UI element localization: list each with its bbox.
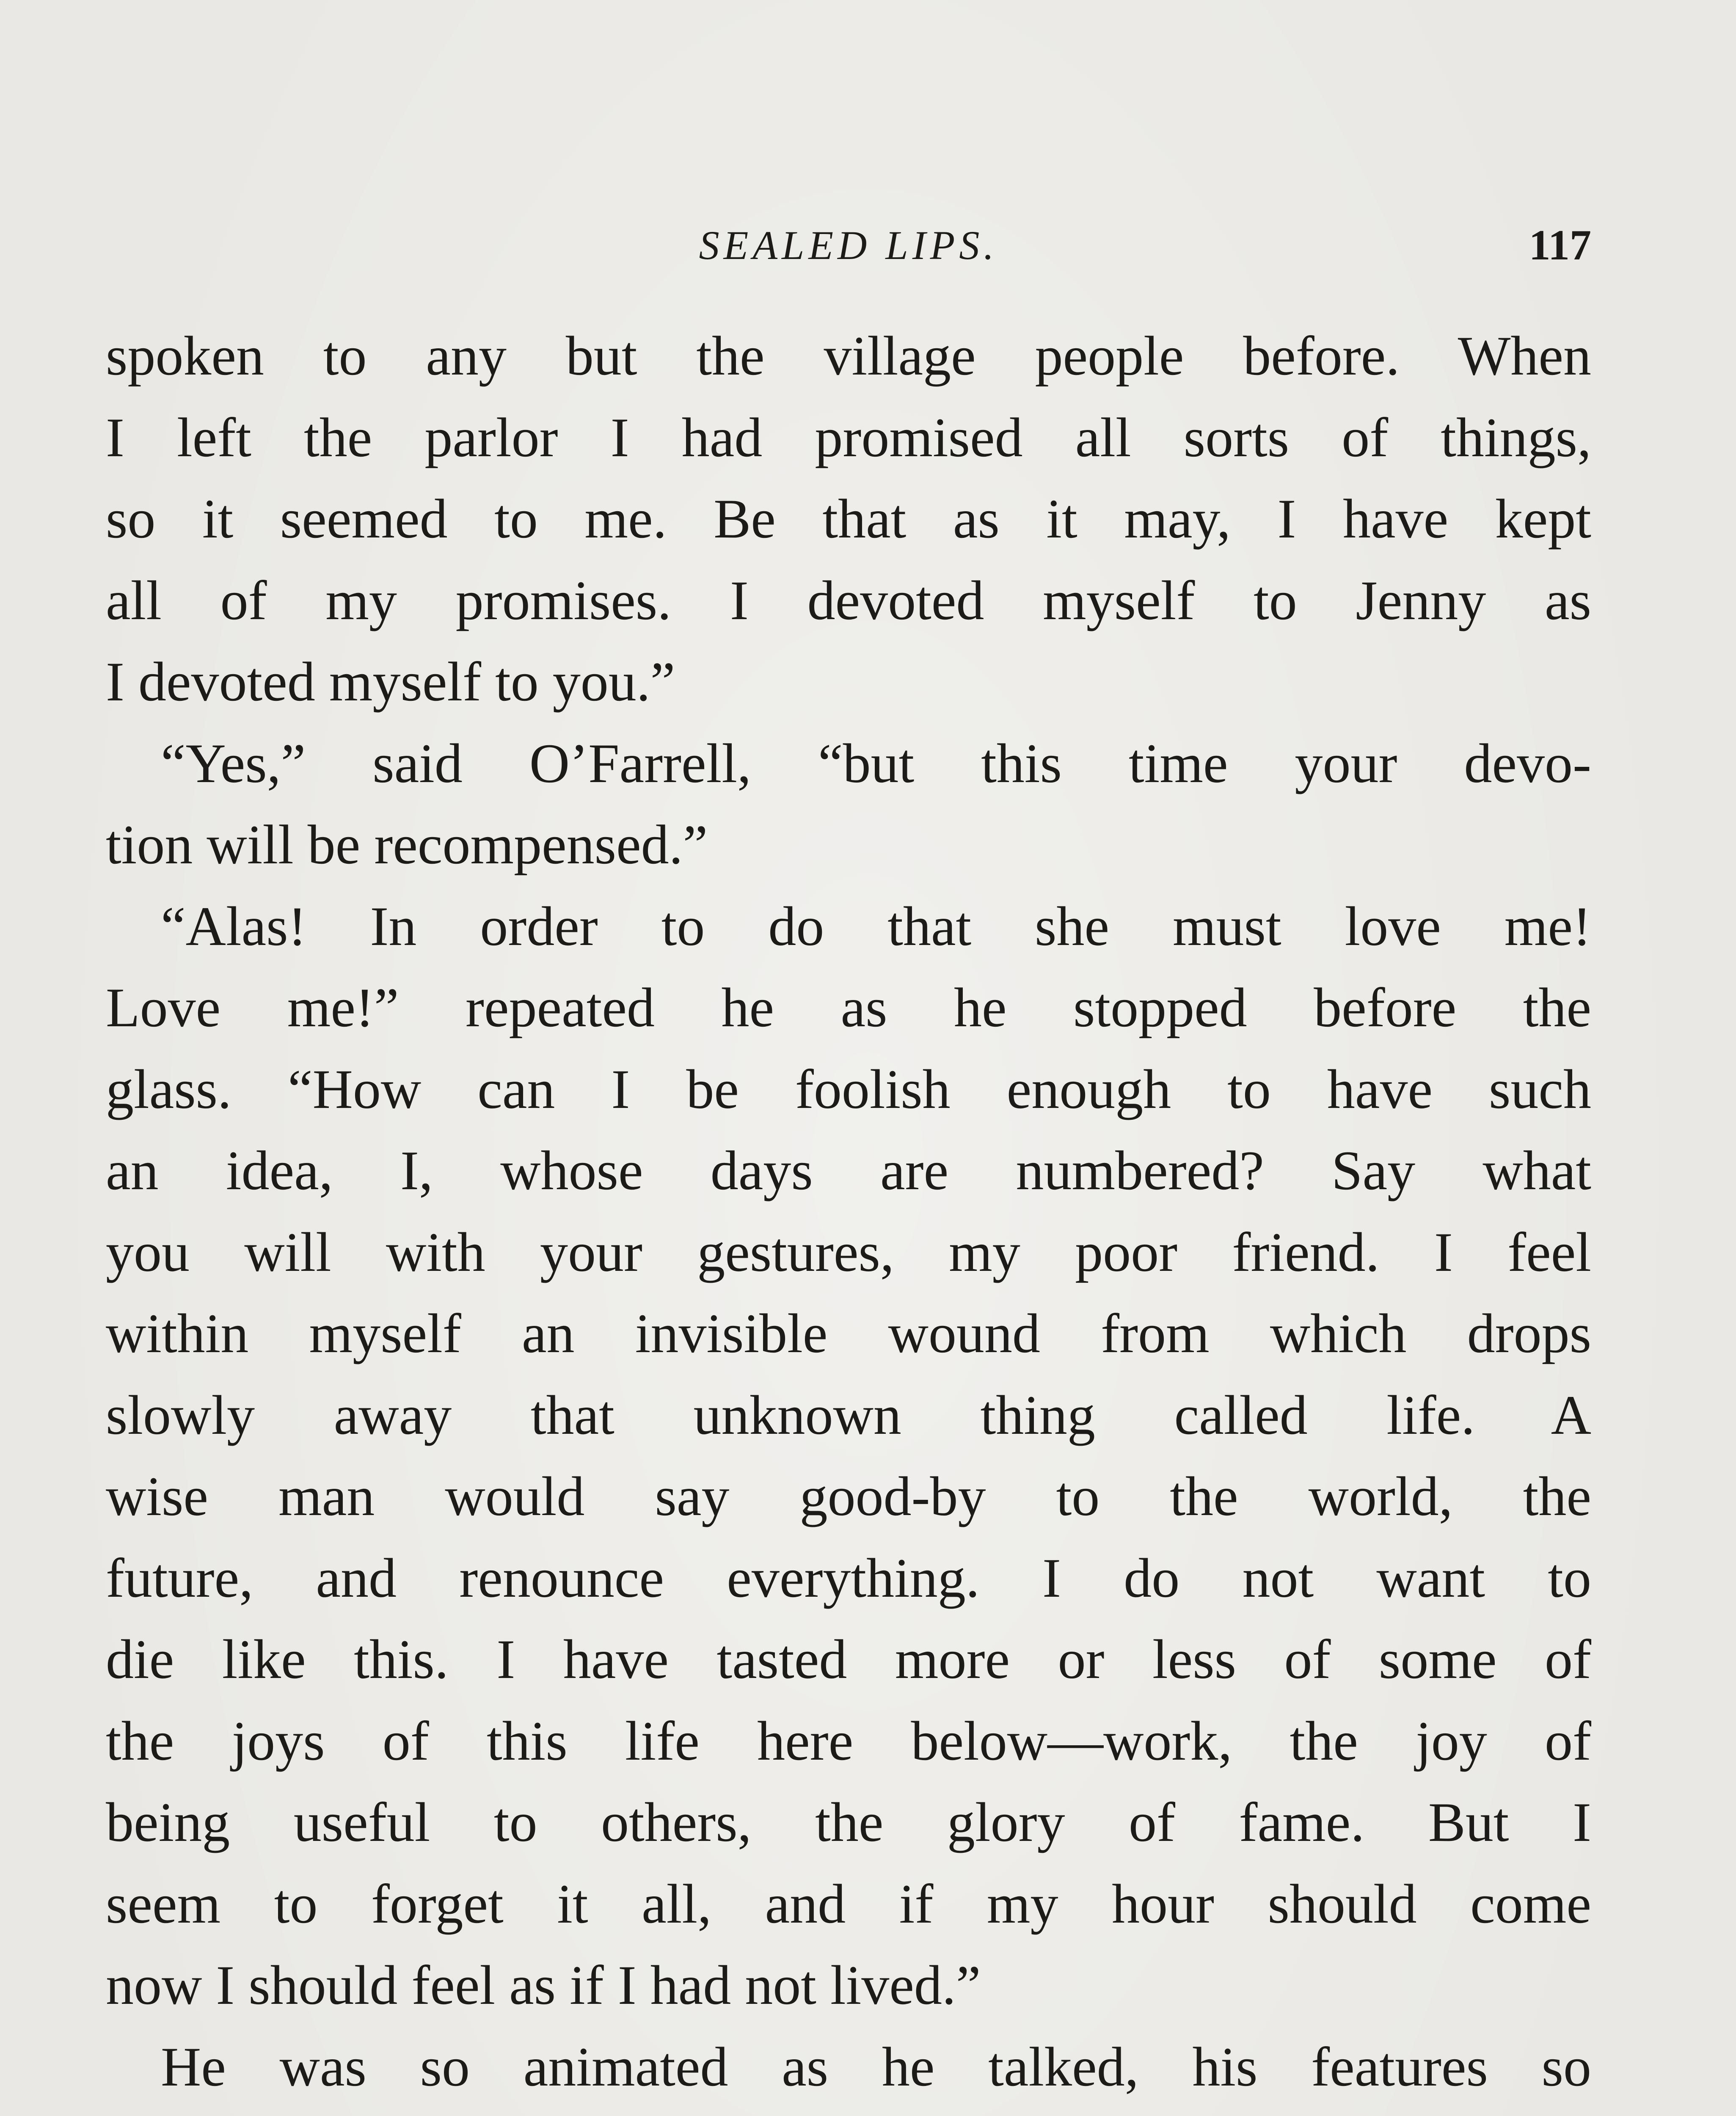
text-line: now I should feel as if I had not lived.”	[106, 1954, 981, 2016]
text-line: I devoted myself to you.”	[106, 650, 675, 713]
text-line: so it seemed to me. Be that as it may, I have kept	[106, 488, 1591, 550]
text-line: seem to forget it all, and if my hour should come	[106, 1872, 1591, 1935]
body-text	[106, 315, 1591, 2116]
text-line: die like this. I have tasted more or less of some of	[106, 1628, 1591, 1690]
text-line: within myself an invisible wound from which drops	[106, 1302, 1591, 1364]
text-line: spoken to any but the village people before. When	[106, 325, 1591, 387]
running-head	[106, 212, 1591, 279]
text-line: being useful to others, the glory of fame. But I	[106, 1791, 1591, 1853]
text-line: “Yes,” said O’Farrell, “but this time your devo-	[161, 732, 1591, 794]
text-line: all of my promises. I devoted myself to Jenny as	[106, 569, 1591, 631]
page-number: 117	[1529, 221, 1591, 269]
text-line	[106, 2108, 1591, 2116]
text-line: future, and renounce everything. I do not want to	[106, 1546, 1591, 1609]
text-line: an idea, I, whose days are numbered? Say what	[106, 1139, 1591, 1201]
text-line: “Alas! In order to do that she must love me!	[161, 895, 1591, 957]
text-line: He was so animated as he talked, his features so	[161, 2035, 1591, 2098]
text-line: wise man would say good-by to the world, the	[106, 1465, 1591, 1527]
text-line: the joys of this life here below—work, the joy of	[106, 1709, 1591, 1772]
text-line: Love me!” repeated he as he stopped before the	[106, 976, 1591, 1039]
text-line: slowly away that unknown thing called life. A	[106, 1383, 1591, 1446]
running-title: SEALED LIPS.	[699, 223, 998, 268]
text-line: you will with your gestures, my poor friend. I feel	[106, 1221, 1591, 1283]
text-line: tion will be recompensed.”	[106, 813, 708, 876]
text-line: I left the parlor I had promised all sorts of things,	[106, 406, 1591, 468]
text-line: glass. “How can I be foolish enough to have such	[106, 1058, 1591, 1120]
